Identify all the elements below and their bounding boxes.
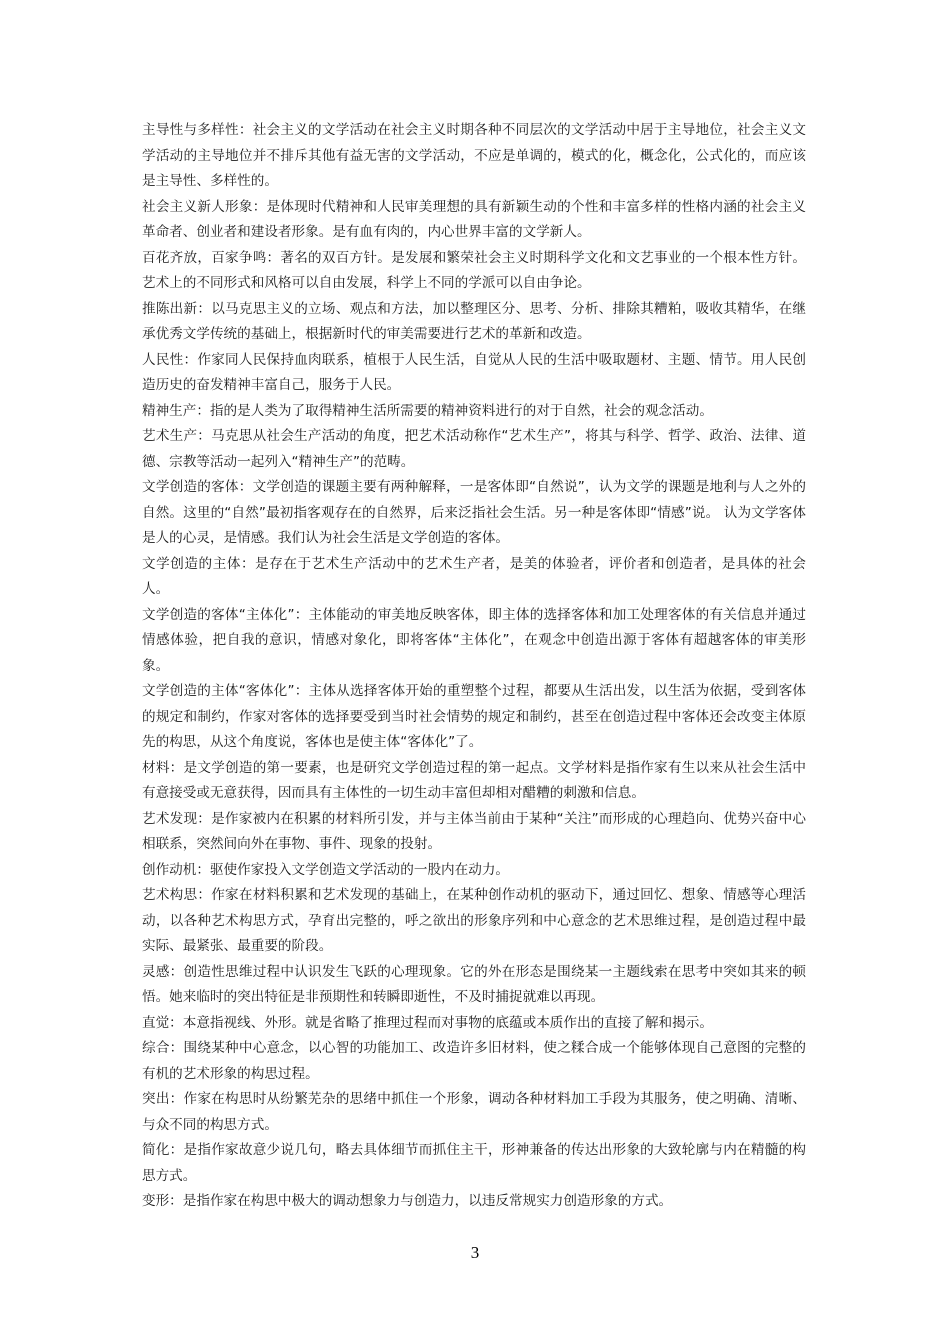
glossary-entry-highlight: 突出：作家在构思时从纷繁芜杂的思绪中抓住一个形象，调动各种材料加工手段为其服务，使之明确、清晰、与众不同的构思方式。 bbox=[142, 1091, 806, 1133]
glossary-entry-creation-object: 文学创造的客体：文学创造的课题主要有两种解释，一是客体即“自然说”，认为文学的课题是地利与人之外的自然。这里的“自然”最初指客观存在的自然界，后来泛指社会生活。另一种是客体即“情感”说。 认为文学客体是人的心灵，是情感。我们认为社会生活是文学创造的客体。 bbox=[142, 479, 806, 546]
glossary-entry-deformation: 变形：是指作家在构思中极大的调动想象力与创造力，以违反常规实力创造形象的方式。 bbox=[142, 1193, 673, 1209]
glossary-entry-socialist-new-person: 社会主义新人形象：是体现时代精神和人民审美理想的具有新颖生动的个性和丰富多样的性格内涵的社会主义革命者、创业者和建设者形象。是有血有肉的，内心世界丰富的文学新人。 bbox=[142, 198, 806, 240]
glossary-entry-inspiration: 灵感：创造性思维过程中认识发生飞跃的心理现象。它的外在形态是围绕某一主题线索在思考中突如其来的顿悟。她来临时的突出特征是非预期性和转瞬即逝性，不及时捕捉就难以再现。 bbox=[142, 963, 806, 1005]
document-body bbox=[142, 118, 806, 1215]
glossary-entry-art-discovery: 艺术发现：是作家被内在积累的材料所引发，并与主体当前由于某种“关注”而形成的心理趋向、优势兴奋中心相联系，突然间向外在事物、事件、现象的投射。 bbox=[142, 810, 806, 852]
glossary-entry-art-production: 艺术生产：马克思从社会生产活动的角度，把艺术活动称作“艺术生产”，将其与科学、哲学、政治、法律、道德、宗教等活动一起列入“精神生产”的范畴。 bbox=[142, 428, 806, 470]
glossary-entry-simplification: 简化：是指作家故意少说几句，略去具体细节而抓住主干，形神兼备的传达出形象的大致轮廓与内在精髓的构思方式。 bbox=[142, 1142, 806, 1184]
glossary-entry-spiritual-production: 精神生产：指的是人类为了取得精神生活所需要的精神资料进行的对于自然，社会的观念活动。 bbox=[142, 402, 713, 419]
glossary-entry-subject-objectification: 文学创造的主体“客体化”：主体从选择客体开始的重塑整个过程，都要从生活出发，以生活为依据，受到客体的规定和制约，作家对客体的选择要受到当时社会情势的规定和制约，甚至在创造过程中客体还会改变主体原先的构思，从这个角度说，客体也是使主体“客体化”了。 bbox=[142, 683, 806, 750]
glossary-entry-object-subjectification: 文学创造的客体“主体化”：主体能动的审美地反映客体，即主体的选择客体和加工处理客体的有关信息并通过情感体验，把自我的意识，情感对象化，即将客体“主体化”，在观念中创造出源于客体有超越客体的审美形象。 bbox=[142, 606, 806, 674]
glossary-entry-peopleness: 人民性：作家同人民保持血肉联系，植根于人民生活，自觉从人民的生活中吸取题材、主题、情节。用人民创造历史的奋发精神丰富自己，服务于人民。 bbox=[142, 351, 806, 393]
glossary-entry-dominance-diversity: 主导性与多样性：社会主义的文学活动在社会主义时期各种不同层次的文学活动中居于主导地位，社会主义文学活动的主导地位并不排斥其他有益无害的文学活动，不应是单调的，模式的化，概念化，公式化的，而应该是主导性、多样性的。 bbox=[142, 122, 806, 189]
glossary-entry-hundred-flowers: 百花齐放，百家争鸣：著名的双百方针。是发展和繁荣社会主义时期科学文化和文艺事业的一个根本性方针。艺术上的不同形式和风格可以自由发展，科学上不同的学派可以自由争论。 bbox=[142, 249, 806, 291]
glossary-entry-material: 材料：是文学创造的第一要素，也是研究文学创造过程的第一起点。文学材料是指作家有生以来从社会生活中有意接受或无意获得，因而具有主体性的一切生动丰富但却相对醋糟的刺激和信息。 bbox=[142, 759, 806, 801]
glossary-entry-creative-motive: 创作动机：驱使作家投入文学创造文学活动的一股内在动力。 bbox=[142, 861, 510, 878]
glossary-entry-weed-through-old: 推陈出新：以马克思主义的立场、观点和方法，加以整理区分、思考、分析、排除其糟粕，吸收其精华，在继承优秀文学传统的基础上，根据新时代的审美需要进行艺术的革新和改造。 bbox=[142, 300, 806, 342]
page-number: 3 bbox=[470, 1243, 480, 1262]
glossary-entry-synthesis: 综合：围绕某种中心意念，以心智的功能加工、改造许多旧材料，使之糅合成一个能够体现自己意图的完整的有机的艺术形象的构思过程。 bbox=[142, 1040, 806, 1082]
glossary-entry-creation-subject: 文学创造的主体：是存在于艺术生产活动中的艺术生产者，是美的体验者，评价者和创造者，是具体的社会人。 bbox=[142, 555, 806, 597]
glossary-entry-art-conception: 艺术构思：作家在材料积累和艺术发现的基础上，在某种创作动机的驱动下，通过回忆、想象、情感等心理活动，以各种艺术构思方式，孕育出完整的，呼之欲出的形象序列和中心意念的艺术思维过程，是创造过程中最实际、最紧张、最重要的阶段。 bbox=[142, 887, 806, 954]
glossary-entry-intuition: 直觉：本意指视线、外形。就是省略了推理过程而对事物的底蕴或本质作出的直接了解和揭示。 bbox=[142, 1014, 713, 1031]
